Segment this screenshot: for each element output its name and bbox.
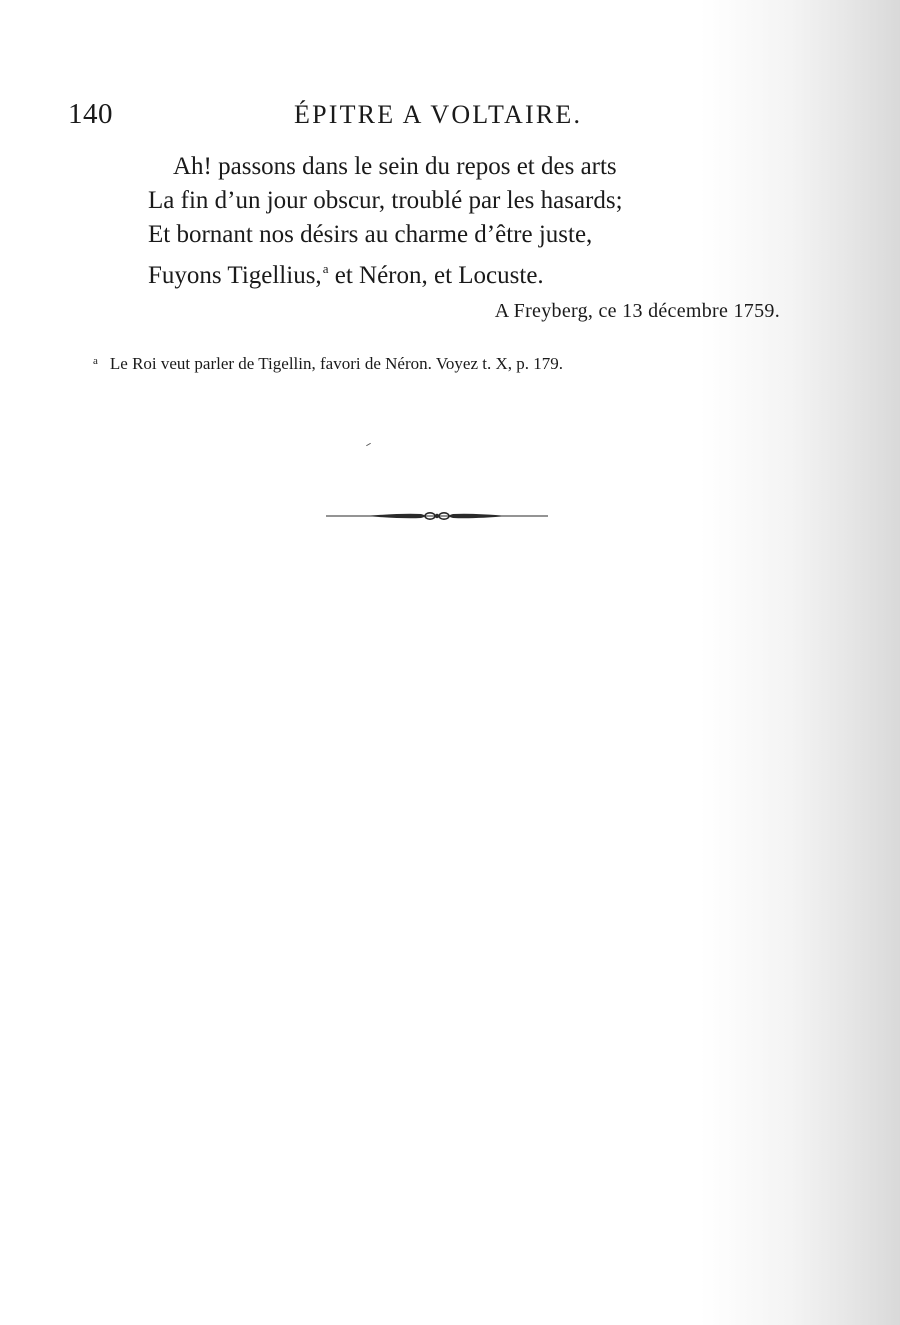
running-title: ÉPITRE A VOLTAIRE. (294, 100, 583, 129)
dateline: A Freyberg, ce 13 décembre 1759. (494, 300, 780, 322)
ornament-center-dot (435, 514, 439, 518)
footnote-text: Le Roi veut parler de Tigellin, favori de Néron. Voyez t. X, p. 179. (109, 354, 563, 373)
page-number: 140 (68, 98, 113, 130)
ornament-right-swell (449, 514, 508, 519)
verse-line-start: Fuyons Tigellius, (148, 262, 322, 289)
verse-line: La fin d’un jour obscur, troublé par les hasards; (148, 187, 623, 214)
verse-line (148, 252, 623, 289)
verse-block (148, 150, 623, 289)
end-ornament (326, 506, 548, 526)
ink-speck (366, 443, 371, 446)
verse-line: Ah! passons dans le sein du repos et des arts (173, 153, 617, 180)
footnote-marker: a (93, 355, 98, 367)
footnote-reference[interactable]: a (322, 261, 329, 276)
verse-line-end: et Néron, et Locuste. (328, 262, 544, 289)
footnote (93, 354, 563, 374)
ornament-left-swell (366, 514, 425, 519)
verse-line: Et bornant nos désirs au charme d’être juste, (148, 221, 593, 248)
